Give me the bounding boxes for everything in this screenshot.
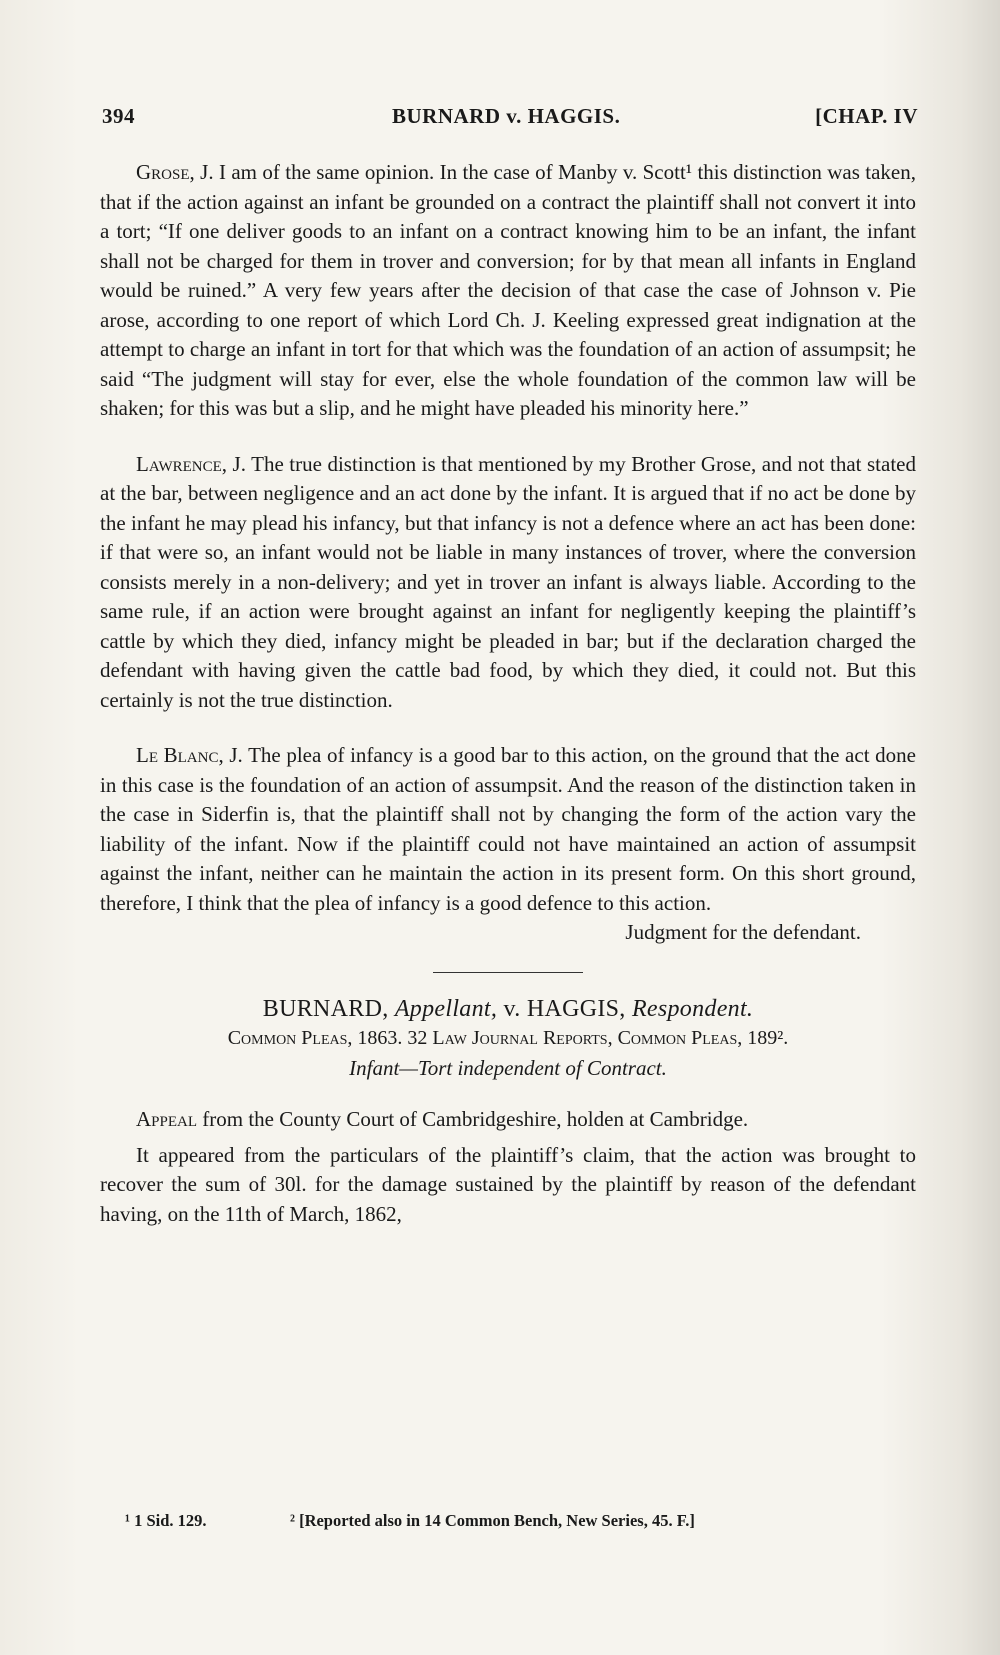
opinion-text: The plea of infancy is a good bar to this action, on the ground that the act done in this case is the foundation of an action of assumpsit. And the reason of the distinction taken in the case in Siderfin is, that the plaintiff shall not by changing the form of the action vary the liability of the infant. Now if the plaintiff could not have maintained an action of assumpsit against the infant, neither can he maintain the action in its present form. On this short ground, therefore, I think that the plea of infancy is a good defence to this action.	[100, 743, 916, 915]
appellant-role: Appellant,	[394, 995, 498, 1022]
opinion-text: The true distinction is that mentioned by my Brother Grose, and not that stated at the bar, between negligence and an act done by the infant. It is argued that if no act be done by the infant he may plead his infancy, but that infancy is not a defence where an act has been done: if that were so, an infant would not be liable in many instances of trover, where the conversion consists merely in a non-delivery; and yet in trover an infant is always liable. According to the same rule, if an action were brought against an infant for negligently keeping the plaintiff’s cattle by which they died, infancy might be pleaded in bar; but if the declaration charged the defendant with having given the cattle bad food, by which they died, it could not. But this certainly is not the true distinction.	[100, 451, 916, 712]
paragraph-le-blanc	[100, 741, 916, 918]
judge-name: Lawrence, J.	[136, 451, 246, 476]
page-body	[100, 158, 916, 1229]
court-citation: Common Pleas, 1863. 32 Law Journal Reports, Common Pleas, 189².	[227, 1027, 789, 1049]
chapter-label: [CHAP. IV	[815, 104, 918, 128]
case-title	[100, 995, 916, 1025]
footnote-1: ¹ 1 Sid. 129.	[125, 1511, 207, 1530]
running-title: BURNARD v. HAGGIS.	[392, 104, 621, 128]
footnote-2: ² [Reported also in 14 Common Bench, New Series, 45. F.]	[290, 1511, 695, 1530]
versus: v.	[503, 995, 521, 1022]
appellant-name: BURNARD,	[262, 995, 389, 1022]
page-number: 394	[102, 104, 135, 128]
respondent-role: Respondent.	[631, 995, 754, 1022]
opinion-text: I am of the same opinion. In the case of Manby v. Scott¹ this distinction was taken, that if the action against an infant be grounded on a contract the plaintiff shall not convert it into a tort; “If one deliver goods to an infant on a contract knowing him to be an infant, the infant shall not be charged for them in trover and conversion; for by that mean all infants in England would be ruined.” A very few years after the decision of that case the case of Johnson v. Pie arose, according to one report of which Lord Ch. J. Keeling expressed great indignation at the attempt to charge an infant in tort for that which was the foundation of an action of assumpsit; he said “The judgment will stay for ever, else the whole foundation of the common law will be shaken; for this was but a slip, and he might have pleaded his minority here.”	[100, 160, 916, 420]
footnotes	[125, 1511, 915, 1531]
appeal-text: from the County Court of Cambridgeshire, holden at Cambridge.	[202, 1107, 749, 1131]
paragraph-appeal	[100, 1105, 916, 1135]
judge-name: Le Blanc, J.	[136, 743, 243, 767]
judgment-line: Judgment for the defendant.	[625, 920, 861, 944]
paragraph-lawrence	[100, 450, 916, 716]
section-divider	[433, 972, 583, 973]
case-subject: Infant—Tort independent of Contract.	[349, 1055, 667, 1080]
running-header	[102, 104, 918, 140]
paragraph-grose	[100, 158, 916, 424]
judge-name: Grose, J.	[136, 160, 214, 184]
respondent-name: HAGGIS,	[526, 995, 626, 1022]
paragraph-facts: It appeared from the particulars of the plaintiff’s claim, that the action was brought to recover the sum of 30l. for the damage sustained by the plaintiff by reason of the defendant having, on the 11th of March, 1862,	[100, 1142, 916, 1226]
appeal-lead: Appeal	[136, 1107, 198, 1131]
